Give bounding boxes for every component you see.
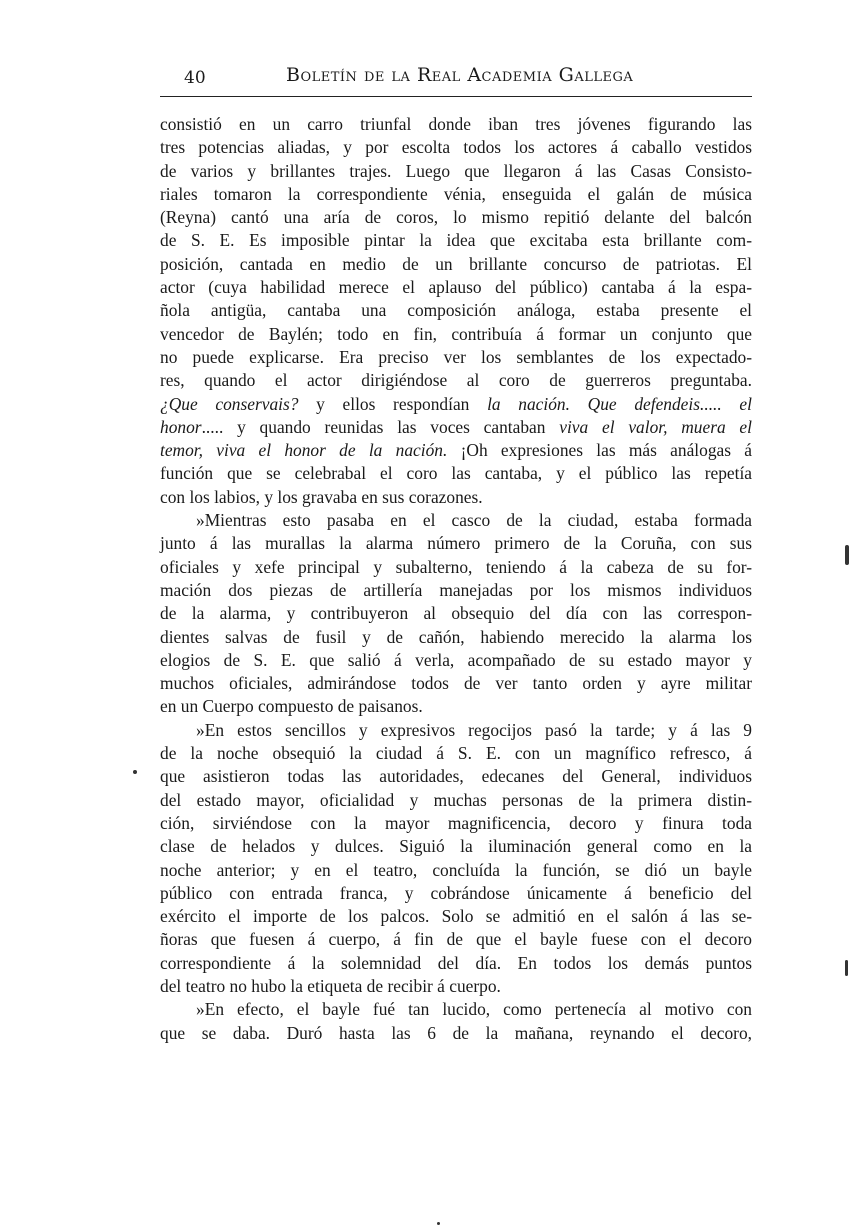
italic-text: viva el valor, muera el <box>559 416 752 437</box>
text-line: noche anterior; y en el teatro, concluída la función, se dió un bayle <box>160 859 752 880</box>
text-line: clase de helados y dulces. Siguió la iluminación general como en la <box>160 836 752 857</box>
paragraph-2 <box>160 509 752 719</box>
scan-speck <box>133 770 137 774</box>
paragraph-4 <box>160 998 752 1045</box>
roman-text: y ellos respondían <box>298 393 488 414</box>
text-line: elogios de S. E. que salió á verla, acompañado de su estado mayor y <box>160 649 752 670</box>
italic-text: temor, viva el honor de la nación. <box>160 440 448 461</box>
text-line: con los labios, y los gravaba en sus corazones. <box>160 486 483 507</box>
text-line-italic-mixed <box>160 416 752 439</box>
text-line-italic-mixed <box>160 393 752 416</box>
italic-text: la nación. Que defendeis..... el <box>487 393 752 414</box>
text-line: de la noche obsequió la ciudad á S. E. con un magnífico refresco, á <box>160 743 752 764</box>
text-line: que se daba. Duró hasta las 6 de la mañana, reynando el decoro, <box>160 1022 752 1043</box>
text-line: muchos oficiales, admirándose todos de ver tanto orden y ayre militar <box>160 673 752 694</box>
text-line: ñola antigüa, cantaba una composición análoga, estaba presente el <box>160 300 752 321</box>
scan-speck <box>845 960 848 976</box>
text-line: de la alarma, y contribuyeron al obsequio del día con las correspon- <box>160 603 752 624</box>
roman-text: ..... y quando reunidas las voces cantaban <box>201 416 560 437</box>
text-line: posición, cantada en medio de un brillante concurso de patriotas. El <box>160 253 752 274</box>
text-line: correspondiente á la solemnidad del día. En todos los demás puntos <box>160 952 752 973</box>
text-line: de varios y brillantes trajes. Luego que llegaron á las Casas Consisto- <box>160 160 752 181</box>
text-line: tres potencias aliadas, y por escolta todos los actores á caballo vestidos <box>160 137 752 158</box>
text-line: actor (cuya habilidad merece el aplauso del público) cantaba á la espa- <box>160 277 752 298</box>
text-line: de S. E. Es imposible pintar la idea que excitaba esta brillante com- <box>160 230 752 251</box>
paragraph-1 <box>160 113 752 509</box>
text-line: junto á las murallas la alarma número primero de la Coruña, con sus <box>160 533 752 554</box>
text-line: dientes salvas de fusil y de cañón, habiendo merecido la alarma los <box>160 626 752 647</box>
text-line: »Mientras esto pasaba en el casco de la ciudad, estaba formada <box>196 510 752 531</box>
text-line: que asistieron todas las autoridades, edecanes del General, individuos <box>160 766 752 787</box>
text-line: en un Cuerpo compuesto de paisanos. <box>160 696 423 717</box>
text-line: riales tomaron la correspondiente vénia, enseguida el galán de música <box>160 183 752 204</box>
text-line: »En estos sencillos y expresivos regocijos pasó la tarde; y á las 9 <box>196 719 752 740</box>
page-header <box>160 64 752 97</box>
text-line: público con entrada franca, y cobrándose únicamente á beneficio del <box>160 882 752 903</box>
text-line: consistió en un carro triunfal donde iban tres jóvenes figurando las <box>160 114 752 134</box>
text-line-italic-mixed <box>160 439 752 462</box>
italic-text: ¿Que conservais? <box>160 393 299 414</box>
scan-speck <box>845 545 849 565</box>
italic-text: honor <box>160 416 202 437</box>
paragraph-3 <box>160 719 752 999</box>
scan-speck <box>437 1222 440 1225</box>
text-line: mación dos piezas de artillería manejadas por los mismos individuos <box>160 579 752 600</box>
body-text <box>160 113 752 1045</box>
text-line: »En efecto, el bayle fué tan lucido, como pertenecía al motivo con <box>196 999 752 1020</box>
text-line: del teatro no hubo la etiqueta de recibir á cuerpo. <box>160 975 501 996</box>
page-number: 40 <box>184 68 206 88</box>
text-line: no puede explicarse. Era preciso ver los semblantes de los expectado- <box>160 346 752 367</box>
text-line: vencedor de Baylén; todo en fin, contribuía á formar un conjunto que <box>160 323 752 344</box>
running-title: Boletín de la Real Academia Gallega <box>286 64 634 86</box>
text-line: ñoras que fuesen á cuerpo, á fin de que el bayle fuese con el decoro <box>160 929 752 950</box>
text-line: ción, sirviéndose con la mayor magnificencia, decoro y finura toda <box>160 812 752 833</box>
text-line: del estado mayor, oficialidad y muchas personas de la primera distin- <box>160 789 752 810</box>
text-line: oficiales y xefe principal y subalterno, teniendo á la cabeza de su for- <box>160 556 752 577</box>
text-line: función que se celebrabal el coro las cantaba, y el público las repetía <box>160 463 752 484</box>
text-line: (Reyna) cantó una aría de coros, lo mismo repitió delante del balcón <box>160 207 752 228</box>
roman-text: ¡Oh expresiones las más análogas á <box>447 440 753 461</box>
text-line: exército el importe de los palcos. Solo se admitió en el salón á las se- <box>160 906 752 927</box>
text-line: res, quando el actor dirigiéndose al coro de guerreros preguntaba. <box>160 370 752 391</box>
